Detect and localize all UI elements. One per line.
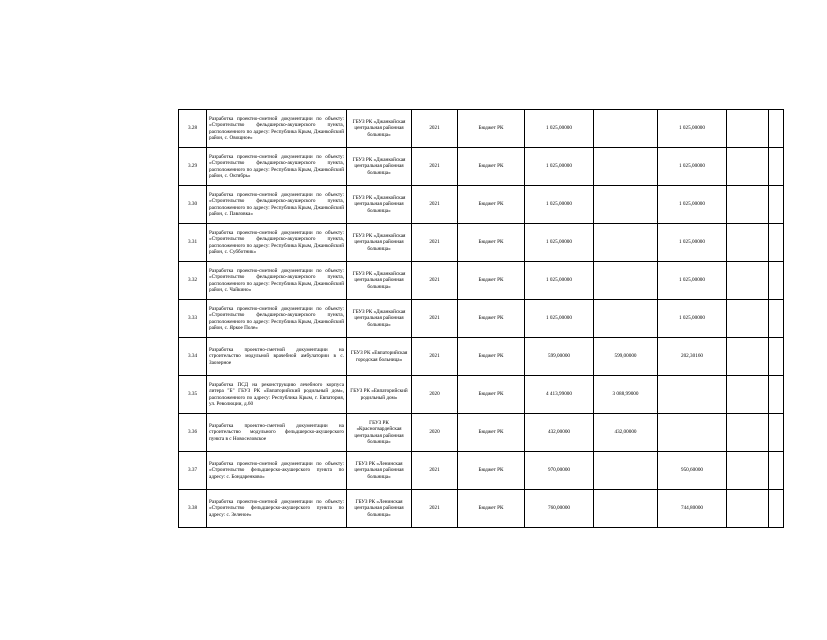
row-year: 2021 xyxy=(412,262,458,300)
row-description: Разработка проектно-сметной документации по объекту: «Строительство фельдшерско-акушерского пункта, расположенного по адресу: Республика Крым, Джанкойский район, с. Чайкино» xyxy=(207,262,347,300)
row-number: 3.35 xyxy=(179,376,207,414)
row-amount-2021: 1 025,00000 xyxy=(658,148,727,186)
row-organization: ГБУЗ РК «Евпаторийская городская больница» xyxy=(347,338,412,376)
row-funding-source: Бюджет РК xyxy=(458,186,525,224)
row-funding-source: Бюджет РК xyxy=(458,224,525,262)
row-empty-cell xyxy=(769,452,784,490)
row-description: Разработка проектно-сметной документации по объекту: «Строительство фельдшерско-акушерского пункта, расположенного по адресу: Республика Крым, Джанкойский район, с. Субботник» xyxy=(207,224,347,262)
row-description: Разработка ПСД на реконструкцию лечебного корпуса литера "Б" ГБУЗ РК «Евпаторийский родильный дом», расположенного по адресу: Республика Крым, г. Евпатория, ул. Революции, д.60 xyxy=(207,376,347,414)
table-row xyxy=(179,490,784,528)
row-amount-2020 xyxy=(594,452,658,490)
row-number: 3.36 xyxy=(179,414,207,452)
row-funding-source: Бюджет РК xyxy=(458,300,525,338)
row-empty-cell xyxy=(769,262,784,300)
row-empty-cell xyxy=(769,338,784,376)
row-description: Разработка проектно-сметной документации по объекту: «Строительство фельдшерско-акушерского пункта, расположенного по адресу: Республика Крым, Джанкойский район, с. Павловка» xyxy=(207,186,347,224)
row-organization: ГБУЗ РК «Джанкойская центральная районная больница» xyxy=(347,300,412,338)
row-organization: ГБУЗ РК «Красногвардейская центральная районная больница» xyxy=(347,414,412,452)
measures-table xyxy=(178,109,784,528)
row-organization: ГБУЗ РК «Евпаторийский родильный дом» xyxy=(347,376,412,414)
row-organization: ГБУЗ РК «Джанкойская центральная районная больница» xyxy=(347,224,412,262)
row-empty-cell xyxy=(769,224,784,262)
row-total-amount: 760,00000 xyxy=(525,490,594,528)
row-empty-cell xyxy=(769,148,784,186)
row-funding-source: Бюджет РК xyxy=(458,414,525,452)
row-empty-cell xyxy=(769,186,784,224)
row-amount-2020 xyxy=(594,262,658,300)
row-organization: ГБУЗ РК «Джанкойская центральная районная больница» xyxy=(347,148,412,186)
row-empty-cell xyxy=(727,452,769,490)
row-organization: ГБУЗ РК «Джанкойская центральная районная больница» xyxy=(347,186,412,224)
row-amount-2020 xyxy=(594,148,658,186)
row-organization: ГБУЗ РК «Ленинская центральная районная больница» xyxy=(347,452,412,490)
row-year: 2021 xyxy=(412,338,458,376)
table-row xyxy=(179,186,784,224)
row-amount-2021 xyxy=(658,414,727,452)
row-number: 3.29 xyxy=(179,148,207,186)
row-total-amount: 1 025,00000 xyxy=(525,186,594,224)
row-empty-cell xyxy=(727,376,769,414)
row-total-amount: 599,00000 xyxy=(525,338,594,376)
row-empty-cell xyxy=(727,414,769,452)
row-funding-source: Бюджет РК xyxy=(458,262,525,300)
row-amount-2021 xyxy=(658,376,727,414)
row-amount-2020 xyxy=(594,224,658,262)
row-empty-cell xyxy=(769,490,784,528)
row-description: Разработка проектно-сметной документации по объекту: «Строительство фельдшерско-акушерского пункта, расположенного по адресу: Республика Крым, Джанкойский район, с. Овощное» xyxy=(207,110,347,148)
row-total-amount: 1 025,00000 xyxy=(525,300,594,338)
row-total-amount: 1 025,00000 xyxy=(525,110,594,148)
table-row xyxy=(179,414,784,452)
row-amount-2020: 599,00000 xyxy=(594,338,658,376)
row-funding-source: Бюджет РК xyxy=(458,490,525,528)
row-year: 2020 xyxy=(412,376,458,414)
row-year: 2021 xyxy=(412,490,458,528)
row-organization: ГБУЗ РК «Джанкойская центральная районная больница» xyxy=(347,262,412,300)
row-number: 3.31 xyxy=(179,224,207,262)
row-amount-2021: 1 025,00000 xyxy=(658,186,727,224)
row-empty-cell xyxy=(727,186,769,224)
table-row xyxy=(179,300,784,338)
row-amount-2020: 432,00000 xyxy=(594,414,658,452)
row-number: 3.32 xyxy=(179,262,207,300)
table-row xyxy=(179,338,784,376)
row-number: 3.28 xyxy=(179,110,207,148)
row-amount-2020 xyxy=(594,186,658,224)
row-empty-cell xyxy=(727,338,769,376)
table-row xyxy=(179,452,784,490)
row-organization: ГБУЗ РК «Джанкойская центральная районная больница» xyxy=(347,110,412,148)
row-amount-2021: 1 025,00000 xyxy=(658,262,727,300)
row-total-amount: 1 025,00000 xyxy=(525,224,594,262)
row-amount-2021: 950,60000 xyxy=(658,452,727,490)
row-funding-source: Бюджет РК xyxy=(458,452,525,490)
row-amount-2021: 1 025,00000 xyxy=(658,224,727,262)
row-description: Разработка проектно-сметной документации на строительство модульного фельдшерско-акушерского пункта в с Новоселовское xyxy=(207,414,347,452)
row-total-amount: 1 025,00000 xyxy=(525,148,594,186)
row-description: Разработка проектно-сметной документации по объекту: «Строительство фельдшерско-акушерского пункта по адресу: с. Бондаренково» xyxy=(207,452,347,490)
table-row xyxy=(179,224,784,262)
row-empty-cell xyxy=(727,490,769,528)
row-number: 3.34 xyxy=(179,338,207,376)
row-number: 3.37 xyxy=(179,452,207,490)
row-year: 2021 xyxy=(412,224,458,262)
row-empty-cell xyxy=(727,300,769,338)
row-amount-2020 xyxy=(594,300,658,338)
row-empty-cell xyxy=(769,414,784,452)
row-funding-source: Бюджет РК xyxy=(458,148,525,186)
row-year: 2021 xyxy=(412,148,458,186)
row-amount-2021: 744,80000 xyxy=(658,490,727,528)
row-number: 3.30 xyxy=(179,186,207,224)
table-row xyxy=(179,376,784,414)
row-amount-2021: 1 025,00000 xyxy=(658,300,727,338)
row-empty-cell xyxy=(769,110,784,148)
table-row xyxy=(179,262,784,300)
row-funding-source: Бюджет РК xyxy=(458,338,525,376)
row-empty-cell xyxy=(727,262,769,300)
row-amount-2020 xyxy=(594,110,658,148)
row-year: 2020 xyxy=(412,414,458,452)
row-amount-2020: 3 088,99000 xyxy=(594,376,658,414)
row-description: Разработка проектно-сметной документации по объекту: «Строительство фельдшерско-акушерского пункта, расположенного по адресу: Республика Крым, Джанкойский район, с. Октябрь» xyxy=(207,148,347,186)
row-year: 2021 xyxy=(412,186,458,224)
table-row xyxy=(179,148,784,186)
row-number: 3.33 xyxy=(179,300,207,338)
row-empty-cell xyxy=(769,300,784,338)
row-description: Разработка проектно-сметной документации на строительство модульной врачебной амбулатории в с. Заозерное xyxy=(207,338,347,376)
row-amount-2021: 202,30160 xyxy=(658,338,727,376)
row-total-amount: 432,00000 xyxy=(525,414,594,452)
row-number: 3.38 xyxy=(179,490,207,528)
row-description: Разработка проектно-сметной документации по объекту: «Строительство фельдшерско-акушерского пункта по адресу: с. Зеленое» xyxy=(207,490,347,528)
row-year: 2021 xyxy=(412,452,458,490)
row-year: 2021 xyxy=(412,300,458,338)
row-funding-source: Бюджет РК xyxy=(458,110,525,148)
row-total-amount: 970,00000 xyxy=(525,452,594,490)
row-funding-source: Бюджет РК xyxy=(458,376,525,414)
row-amount-2021: 1 025,00000 xyxy=(658,110,727,148)
row-total-amount: 1 025,00000 xyxy=(525,262,594,300)
row-total-amount: 4 413,99000 xyxy=(525,376,594,414)
row-amount-2020 xyxy=(594,490,658,528)
row-empty-cell xyxy=(727,110,769,148)
row-description: Разработка проектно-сметной документации по объекту: «Строительство фельдшерско-акушерского пункта, расположенного по адресу: Республика Крым, Джанкойский район, с. Яркое Поле» xyxy=(207,300,347,338)
row-empty-cell xyxy=(769,376,784,414)
row-empty-cell xyxy=(727,224,769,262)
row-year: 2021 xyxy=(412,110,458,148)
table-row xyxy=(179,110,784,148)
row-empty-cell xyxy=(727,148,769,186)
row-organization: ГБУЗ РК «Ленинская центральная районная больница» xyxy=(347,490,412,528)
